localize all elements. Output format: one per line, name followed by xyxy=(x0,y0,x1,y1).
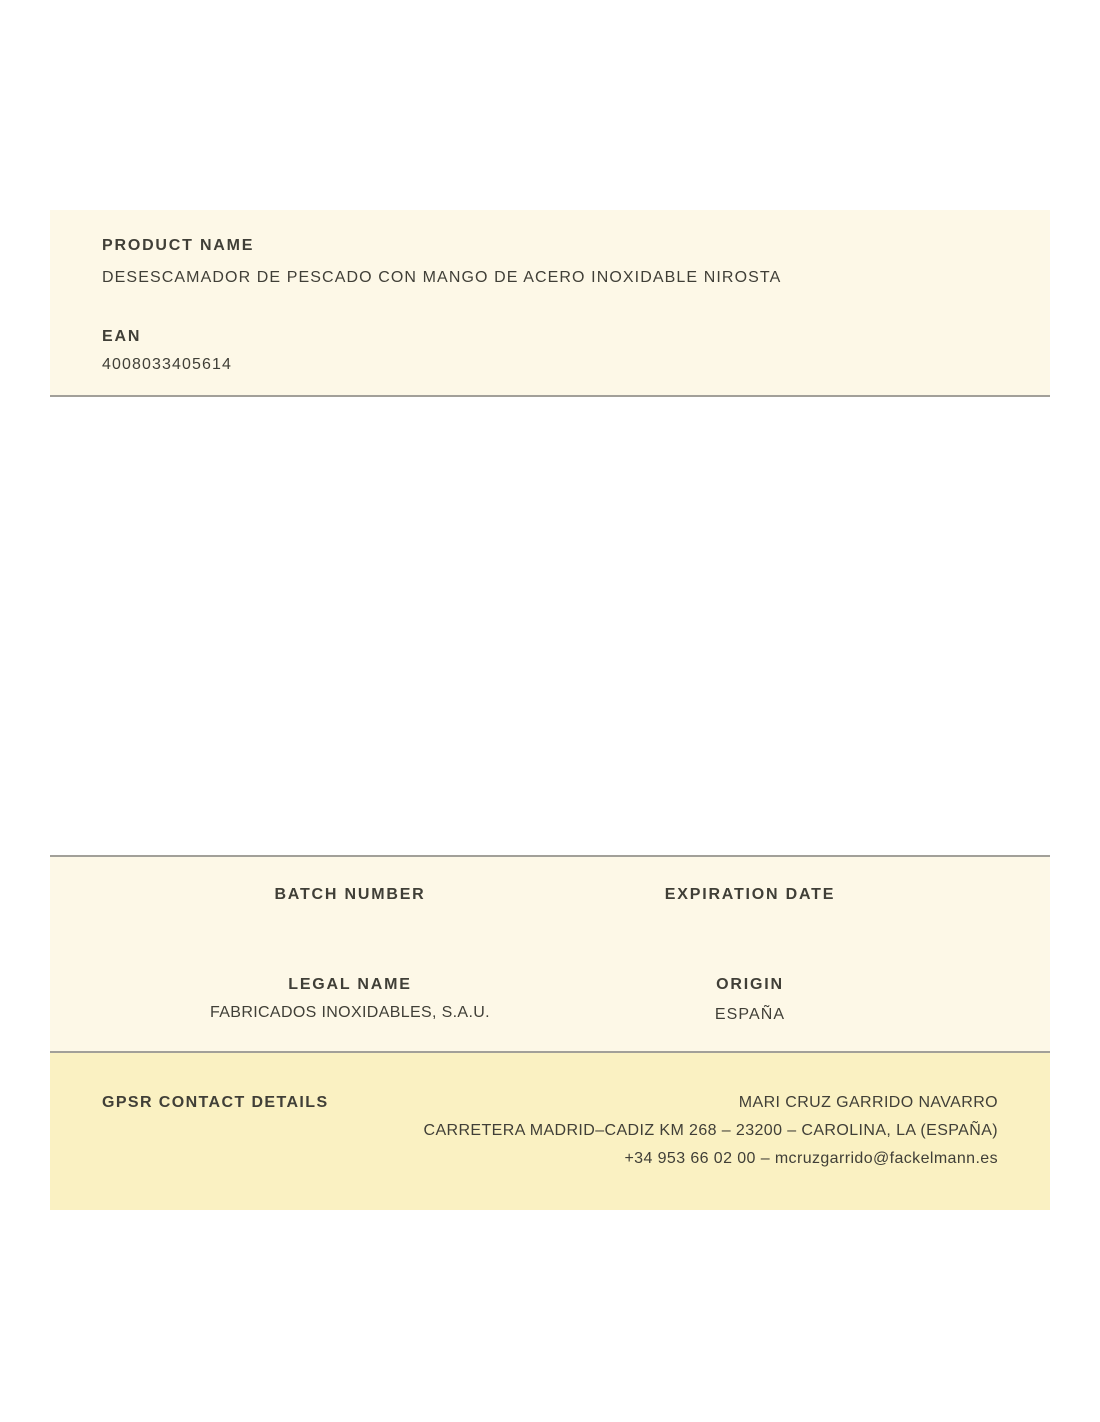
expiration-date-label: EXPIRATION DATE xyxy=(664,886,836,903)
product-info-card xyxy=(50,210,1050,397)
product-name-label: PRODUCT NAME xyxy=(102,237,255,254)
product-name-value: DESESCAMADOR DE PESCADO CON MANGO DE ACERO INOXIDABLE NIROSTA xyxy=(102,269,782,286)
gpsr-contact-details-label: GPSR CONTACT DETAILS xyxy=(102,1094,329,1111)
origin-label: ORIGIN xyxy=(716,976,784,993)
gpsr-contact-name: MARI CRUZ GARRIDO NAVARRO xyxy=(738,1094,998,1111)
ean-label: EAN xyxy=(102,328,142,345)
gpsr-contact-phone-email: +34 953 66 02 00 – mcruzgarrido@fackelmann.es xyxy=(624,1150,998,1167)
batch-info-card xyxy=(50,855,1050,1053)
batch-number-label: BATCH NUMBER xyxy=(274,886,426,903)
gpsr-contact-address: CARRETERA MADRID–CADIZ KM 268 – 23200 – CAROLINA, LA (ESPAÑA) xyxy=(423,1122,998,1139)
gpsr-contact-block xyxy=(423,1089,998,1173)
gpsr-contact-card xyxy=(50,1053,1050,1210)
ean-value: 4008033405614 xyxy=(102,356,232,373)
legal-name-value: FABRICADOS INOXIDABLES, S.A.U. xyxy=(210,1004,490,1021)
origin-value: ESPAÑA xyxy=(714,1006,786,1023)
legal-name-label: LEGAL NAME xyxy=(288,976,412,993)
